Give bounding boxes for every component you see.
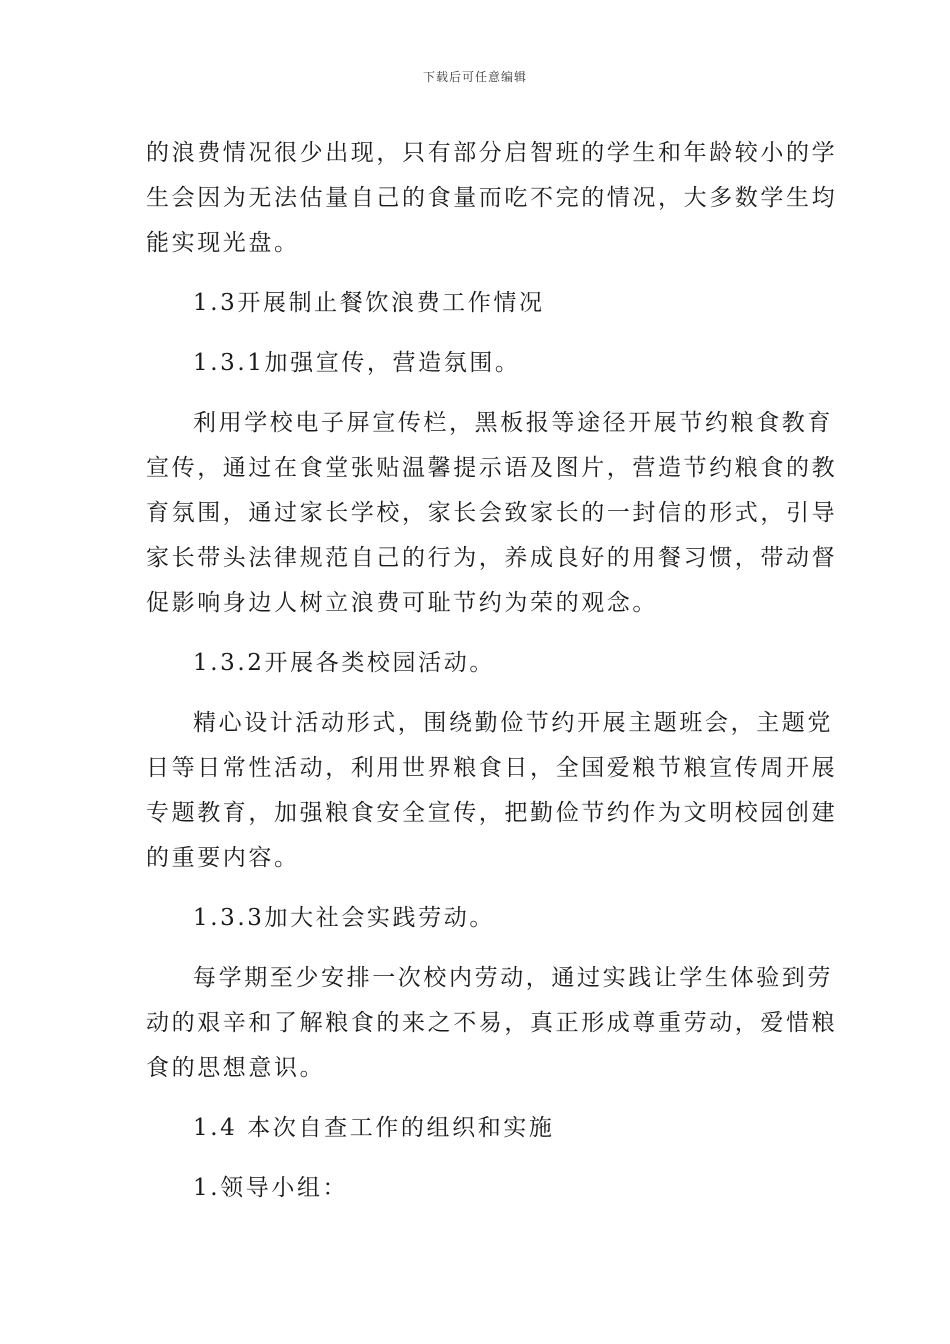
paragraph-line: 家长带头法律规范自己的行为，养成良好的用餐习惯，带动督 [146,545,838,571]
section-heading: 1.3开展制止餐饮浪费工作情况 [193,290,545,316]
section-heading: 1.4 本次自查工作的组织和实施 [193,1115,555,1141]
paragraph-line: 精心设计活动形式，围绕勤俭节约开展主题班会，主题党 [193,710,833,736]
subsection-heading: 1.3.3加大社会实践劳动。 [193,905,495,931]
paragraph-line: 专题教育，加强粮食安全宣传，把勤俭节约作为文明校园创建 [146,800,838,826]
paragraph-line: 促影响身边人树立浪费可耻节约为荣的观念。 [146,590,658,616]
subsection-heading: 1.3.1加强宣传，营造氛围。 [193,350,521,376]
paragraph-line: 的重要内容。 [146,845,300,871]
paragraph-line: 生会因为无法估量自己的食量而吃不完的情况，大多数学生均 [146,185,838,211]
paragraph-line: 每学期至少安排一次校内劳动，通过实践让学生体验到劳 [193,965,833,991]
page-header-note: 下载后可任意编辑 [422,70,527,84]
list-item: 1.领导小组： [193,1175,349,1201]
subsection-heading: 1.3.2开展各类校园活动。 [193,650,495,676]
paragraph-line: 日等日常性活动，利用世界粮食日，全国爱粮节粮宣传周开展 [146,755,838,781]
paragraph-line: 动的艰辛和了解粮食的来之不易，真正形成尊重劳动，爱惜粮 [146,1010,838,1036]
paragraph-line: 宣传，通过在食堂张贴温馨提示语及图片，营造节约粮食的教 [146,455,838,481]
paragraph-line: 能实现光盘。 [146,230,300,256]
paragraph-line: 育氛围，通过家长学校，家长会致家长的一封信的形式，引导 [146,500,838,526]
paragraph-line: 食的思想意识。 [146,1055,326,1081]
paragraph-line: 利用学校电子屏宣传栏，黑板报等途径开展节约粮食教育 [193,410,833,436]
paragraph-line: 的浪费情况很少出现，只有部分启智班的学生和年龄较小的学 [146,140,838,166]
